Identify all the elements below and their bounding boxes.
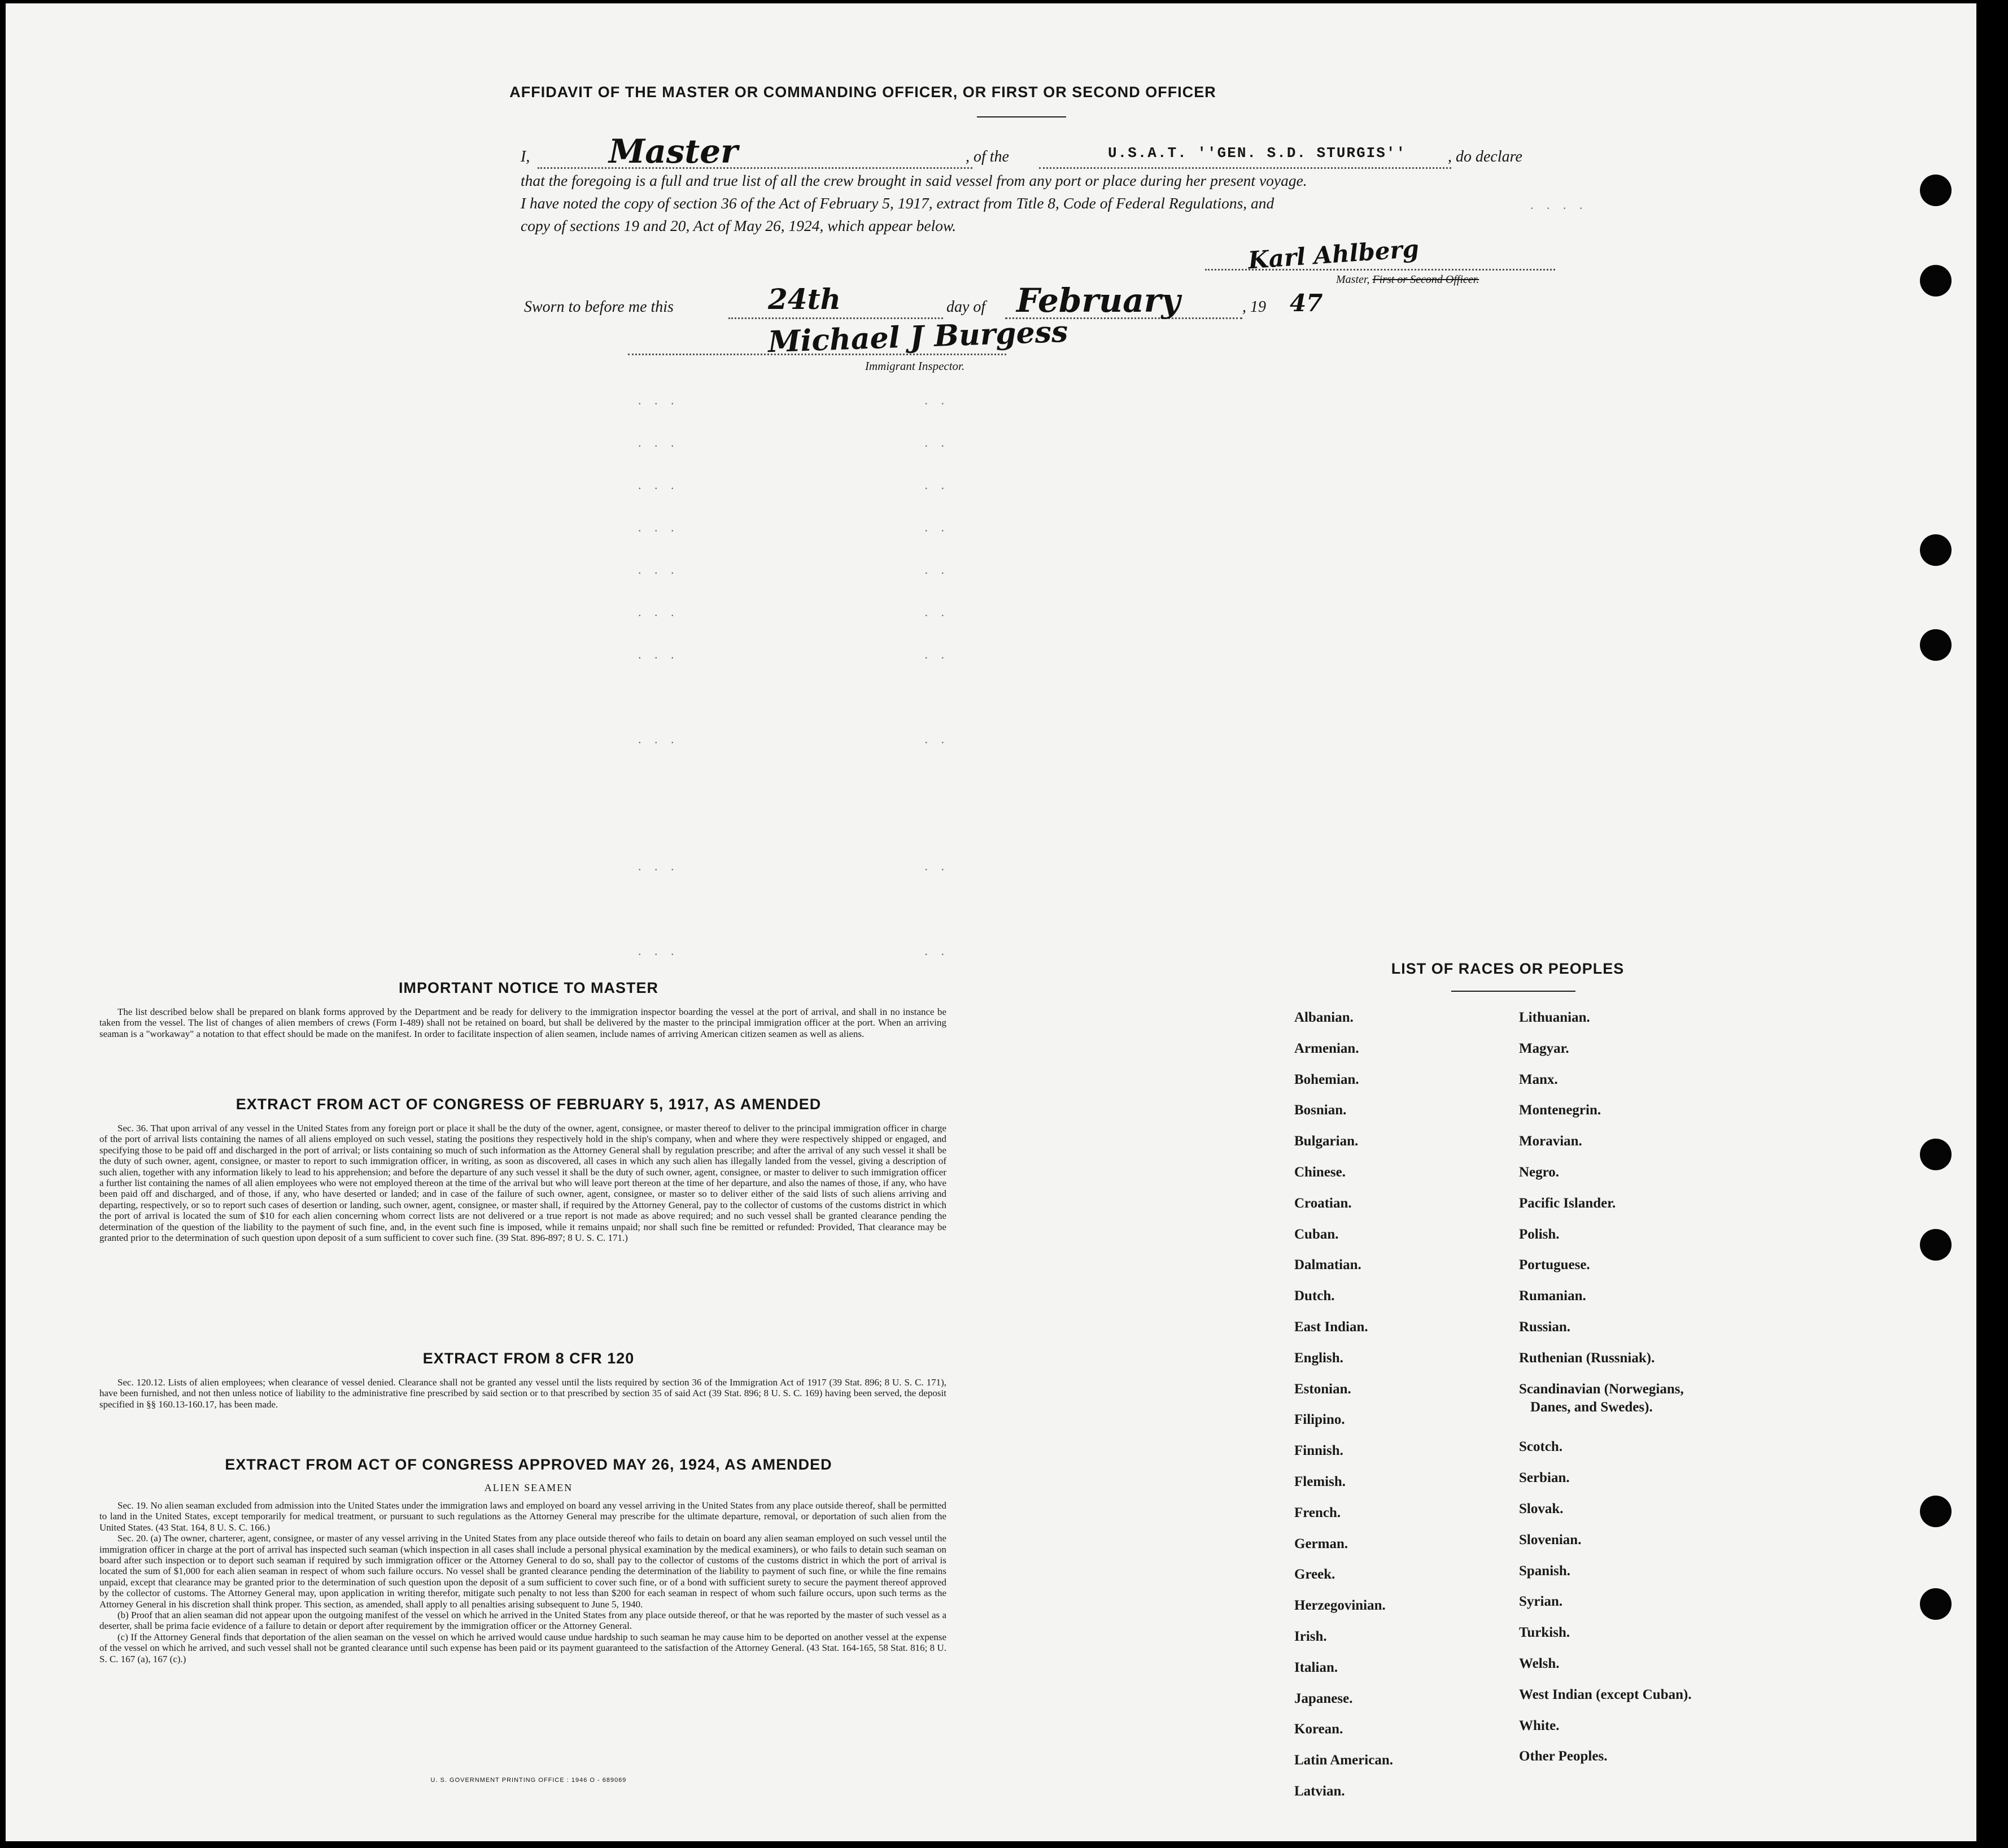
master-caption: [1336, 273, 1479, 286]
day-handwritten: 24th: [768, 282, 841, 316]
printer-line: U. S. GOVERNMENT PRINTING OFFICE : 1946 O - 689069: [430, 1777, 627, 1784]
race-item: Lithuanian.: [1519, 1010, 1590, 1025]
race-item: Greek.: [1294, 1567, 1335, 1583]
inspector-signature: Michael J Burgess: [767, 314, 1069, 360]
race-item: Russian.: [1519, 1319, 1571, 1335]
punch-hole: [1920, 1229, 1952, 1261]
race-item: Moravian.: [1519, 1134, 1582, 1149]
section-36-paragraph: Sec. 36. That upon arrival of any vessel in the United States from any foreign port or place it shall be the duty of the owner, agent, consignee, or master thereof to deliver to the principal immigration officer in charge of the port of arrival lists containing the names of all aliens employed on such vessel, stating the positions they respectively hold in the ship's company, when and where they were respectively shipped or engaged, and specifying those to be paid off and discharged in the port of arrival; or lists containing so much of such information as the Attorney General shall by regulation prescribe; and after the arrival of any such vessel it shall be the duty of such owner, agent, consignee, or master to report to such immigration officer, in writing, as soon as discovered, all cases in which any such alien has illegally landed from the vessel, giving a description of such alien, together with any information likely to lead to his apprehension; and before the departure of any such vessel it shall be the duty of such owner, agent, consignee, or master to deliver to such immigration officer a further list containing the names of all alien employees who were not employed thereon at the time of the arrival but who will leave port thereon at the time of her departure, and also the names of those, if any, who have been paid off and discharged, and of those, if any, who have deserted or landed; and in case of the failure of such owner, agent, consignee, or master so to deliver either of the said lists of such aliens arriving and departing, respectively, or so to report such cases of desertion or landing, such owner, agent, consignee, or master shall, if required by the Attorney General, pay to the collector of customs of the customs district in which the port of arrival is located the sum of $10 for each alien concerning whom correct lists are not delivered or a true report is not made as above required; and no such vessel shall be granted clearance pending the determination of the question of the liability to the payment of such fine, and, in the event such fine is imposed, while it remains unpaid; nor shall such fine be remitted or refunded: Provided, That clearance may be granted prior to the determination of such question upon deposit of a sum sufficient to cover such fine. (39 Stat. 896-897; 8 U. S. C. 171.): [99, 1123, 946, 1244]
race-item: Herzegovinian.: [1294, 1598, 1386, 1614]
race-item: Slovenian.: [1519, 1532, 1582, 1548]
race-item: Dutch.: [1294, 1288, 1335, 1304]
bleed-through-marks: . . . . .: [638, 393, 949, 407]
race-item: Albanian.: [1294, 1010, 1354, 1025]
notice-title: IMPORTANT NOTICE TO MASTER: [399, 979, 658, 996]
section-19-paragraph: Sec. 19. No alien seaman excluded from admission into the United States under the immigration laws and employed on board any vessel arriving in the United States from any place outside thereof, shall be permitted to land in the United States, except temporarily for medical treatment, or pursuant to such regulations as the Attorney General may prescribe for the ultimate departure, removal, or deportation of such alien from the United States. (43 Stat. 164, 8 U. S. C. 166.): [99, 1500, 946, 1533]
race-item: Polish.: [1519, 1226, 1560, 1242]
of-the-label: , of the: [966, 148, 1009, 165]
bleed-through-marks: . . . . .: [638, 647, 949, 661]
race-item: Welsh.: [1519, 1656, 1560, 1671]
vessel-name: U.S.A.T. ''GEN. S.D. STURGIS'': [1108, 145, 1407, 162]
inspector-caption: Immigrant Inspector.: [865, 359, 965, 373]
section-20b-paragraph: (b) Proof that an alien seaman did not appear upon the outgoing manifest of the vessel on which he arrived in the United States from any place outside thereof, or that he was reported by the master of such vessel as a deserter, shall be prima facie evidence of a failure to detain or deport after requirement by the immigration officer or the Attorney General.: [99, 1610, 946, 1632]
race-item: East Indian.: [1294, 1319, 1368, 1335]
bleed-through-marks: . . . . .: [638, 563, 949, 577]
race-item: Cuban.: [1294, 1226, 1339, 1242]
officer-blank: [538, 167, 972, 169]
extract-1917-title: EXTRACT FROM ACT OF CONGRESS OF FEBRUARY 5, 1917, AS AMENDED: [235, 1096, 822, 1113]
declaration-i-label: I,: [521, 148, 530, 165]
master-caption-text: Master,: [1336, 273, 1370, 286]
declaration-line-3: I have noted the copy of section 36 of the Act of February 5, 1917, extract from Title 8, Code of Federal Regulations, and: [521, 194, 1274, 212]
notice-paragraph: The list described below shall be prepared on blank forms approved by the Department and be ready for delivery to the immigration inspector boarding the vessel at the port of arrival, and shall in no instance be taken from the vessel. The list of changes of alien members of crews (Form I-489) shall not be retained on board, but shall be delivered by the master to the principal immigration officer at the port. When an arriving seaman is a "workaway" a notation to that effect should be made on the manifest. In order to facilitate inspection of alien seamen, include names of arriving American citizen seamen as well as aliens.: [99, 1006, 946, 1039]
race-item: Other Peoples.: [1519, 1749, 1608, 1764]
race-item: German.: [1294, 1536, 1348, 1551]
race-item: Scotch.: [1519, 1439, 1563, 1455]
extract-cfr-body: [99, 1377, 946, 1410]
race-item: Finnish.: [1294, 1443, 1343, 1459]
race-item: Armenian.: [1294, 1040, 1359, 1056]
bleed-through-marks: . . . . .: [638, 435, 949, 450]
punch-hole: [1920, 629, 1952, 661]
day-of-label: day of: [946, 298, 986, 316]
race-item: Flemish.: [1294, 1474, 1346, 1489]
bleed-through-marks: . . . . .: [638, 732, 949, 746]
race-item: Pacific Islander.: [1519, 1195, 1616, 1211]
extract-1924-body: [99, 1500, 946, 1664]
race-item: Chinese.: [1294, 1165, 1346, 1180]
race-item: Latin American.: [1294, 1753, 1393, 1768]
extract-1924-subtitle: ALIEN SEAMEN: [484, 1482, 573, 1493]
race-item: Magyar.: [1519, 1040, 1569, 1056]
race-item: Filipino.: [1294, 1412, 1345, 1428]
punch-hole: [1920, 534, 1952, 566]
document-page: [6, 3, 1976, 1841]
bleed-through-marks: . . . . .: [638, 478, 949, 492]
race-item: Italian.: [1294, 1659, 1338, 1675]
race-item: West Indian (except Cuban).: [1519, 1686, 1692, 1702]
race-item: Manx.: [1519, 1071, 1558, 1087]
bleed-through-marks: . . . . .: [638, 605, 949, 619]
month-handwritten: February: [1016, 281, 1181, 320]
punch-hole: [1920, 265, 1952, 297]
race-item: Spanish.: [1519, 1563, 1571, 1579]
notice-body: [99, 1006, 946, 1039]
race-item: Montenegrin.: [1519, 1102, 1601, 1118]
race-item: Japanese.: [1294, 1690, 1353, 1706]
race-item: Slovak.: [1519, 1501, 1564, 1516]
punch-hole: [1920, 1139, 1952, 1170]
race-item: Danes, and Swedes).: [1530, 1399, 1653, 1415]
vessel-blank: [1039, 167, 1451, 169]
race-item: Rumanian.: [1519, 1288, 1586, 1304]
do-declare-label: , do declare: [1448, 148, 1522, 165]
bleed-through-marks: . . . . .: [638, 859, 949, 873]
race-item: Croatian.: [1294, 1195, 1352, 1211]
race-item: Bulgarian.: [1294, 1134, 1359, 1149]
title-underline: [977, 116, 1066, 117]
race-item: Negro.: [1519, 1165, 1560, 1180]
race-item: English.: [1294, 1350, 1343, 1366]
race-item: Bohemian.: [1294, 1071, 1359, 1087]
section-20c-paragraph: (c) If the Attorney General finds that deportation of the alien seaman on the vessel on which he arrived would cause undue hardship to such seaman he may cause him to be deported on another vessel at the expense of the vessel on which he arrived, and such vessel shall not be granted clearance until such expense has been paid or its payment guaranteed to the satisfaction of the Attorney General. (43 Stat. 164-165, 58 Stat. 816; 8 U. S. C. 167 (a), 167 (c).): [99, 1631, 946, 1664]
race-item: Portuguese.: [1519, 1257, 1590, 1273]
punch-hole: [1920, 1588, 1952, 1620]
bleed-through-marks: . . . . .: [638, 944, 949, 958]
race-item: White.: [1519, 1718, 1560, 1733]
race-item: Serbian.: [1519, 1470, 1570, 1486]
race-item: Turkish.: [1519, 1625, 1570, 1641]
master-caption-struck: First or Second Officer.: [1372, 273, 1479, 286]
punch-hole: [1920, 1496, 1952, 1527]
extract-1917-body: [99, 1123, 946, 1243]
race-item: Korean.: [1294, 1721, 1343, 1737]
year-handwritten: 47: [1290, 289, 1323, 317]
section-20a-paragraph: Sec. 20. (a) The owner, charterer, agent, consignee, or master of any vessel arriving in the United States from any place outside thereof who fails to detain on board any alien seaman employed on such vessel until the immigration officer in charge at the port of arrival has inspected such seaman (which inspection in all cases shall include a personal physical examination by the medical examiners), or who fails to detain such seaman on board after such inspection or to deport such seaman if required by such immigration officer or the Attorney General to do so, shall pay to the collector of customs of the customs district in which the port of arrival is located the sum of $1,000 for each alien seaman in respect of whom such failure occurs. No vessel shall be granted clearance pending the determination of the liability to payment of such fine, or while the fine remains unpaid, except that clearance may be granted prior to the determination of such question upon the deposit of a sum sufficient to cover such fine, or of a bond with sufficient surety to secure the payment thereof approved by the collector of customs. The Attorney General may, upon application in writing therefor, mitigate such penalty to not less than $200 for each seaman in respect of whom such failure occurs, upon such terms as the Attorney General in his discretion shall think proper. This section, as amended, shall apply to all penalties arising subsequent to June 5, 1940.: [99, 1533, 946, 1610]
race-item: Syrian.: [1519, 1594, 1563, 1610]
race-item: Irish.: [1294, 1629, 1327, 1644]
master-signature: Karl Ahlberg: [1247, 234, 1420, 274]
section-120-12-paragraph: Sec. 120.12. Lists of alien employees; when clearance of vessel denied. Clearance shall not be granted any vessel until the lists required by section 36 of the Immigration Act of 1917 (39 Stat. 896; 8 U. S. C. 171), have been furnished, and not then unless notice of liability to the administrative fine prescribed by said section or to that prescribed by section 35 of said Act (39 Stat. 896; 8 U. S. C. 169) having been served, the deposit specified in §§ 160.13-160.17, has been made.: [99, 1377, 946, 1410]
punch-hole: [1920, 175, 1952, 206]
extract-cfr-title: EXTRACT FROM 8 CFR 120: [422, 1350, 635, 1367]
race-item: French.: [1294, 1505, 1341, 1520]
day-blank: [728, 317, 943, 319]
race-item: Bosnian.: [1294, 1102, 1347, 1118]
races-title: LIST OF RACES OR PEOPLES: [1391, 960, 1625, 977]
extract-1924-title: EXTRACT FROM ACT OF CONGRESS APPROVED MAY 26, 1924, AS AMENDED: [225, 1456, 832, 1473]
sworn-label: Sworn to before me this: [524, 298, 674, 316]
affidavit-title: AFFIDAVIT OF THE MASTER OR COMMANDING OFFICER, OR FIRST OR SECOND OFFICER: [509, 84, 1216, 101]
race-item: Dalmatian.: [1294, 1257, 1361, 1273]
race-item: Estonian.: [1294, 1381, 1351, 1397]
races-title-underline: [1451, 991, 1575, 992]
race-item: Scandinavian (Norwegians,: [1519, 1381, 1684, 1397]
bleed-through-marks: . . . . .: [638, 520, 949, 534]
race-item: Latvian.: [1294, 1784, 1345, 1799]
officer-handwritten: Master: [609, 132, 738, 171]
year-prefix: , 19: [1242, 298, 1266, 316]
declaration-line-4: copy of sections 19 and 20, Act of May 26, 1924, which appear below.: [521, 217, 957, 234]
declaration-line-2: that the foregoing is a full and true list of all the crew brought in said vessel from any port or place during her present voyage.: [521, 172, 1307, 189]
race-item: Ruthenian (Russniak).: [1519, 1350, 1655, 1366]
stray-marks: . . . .: [1530, 198, 1588, 212]
